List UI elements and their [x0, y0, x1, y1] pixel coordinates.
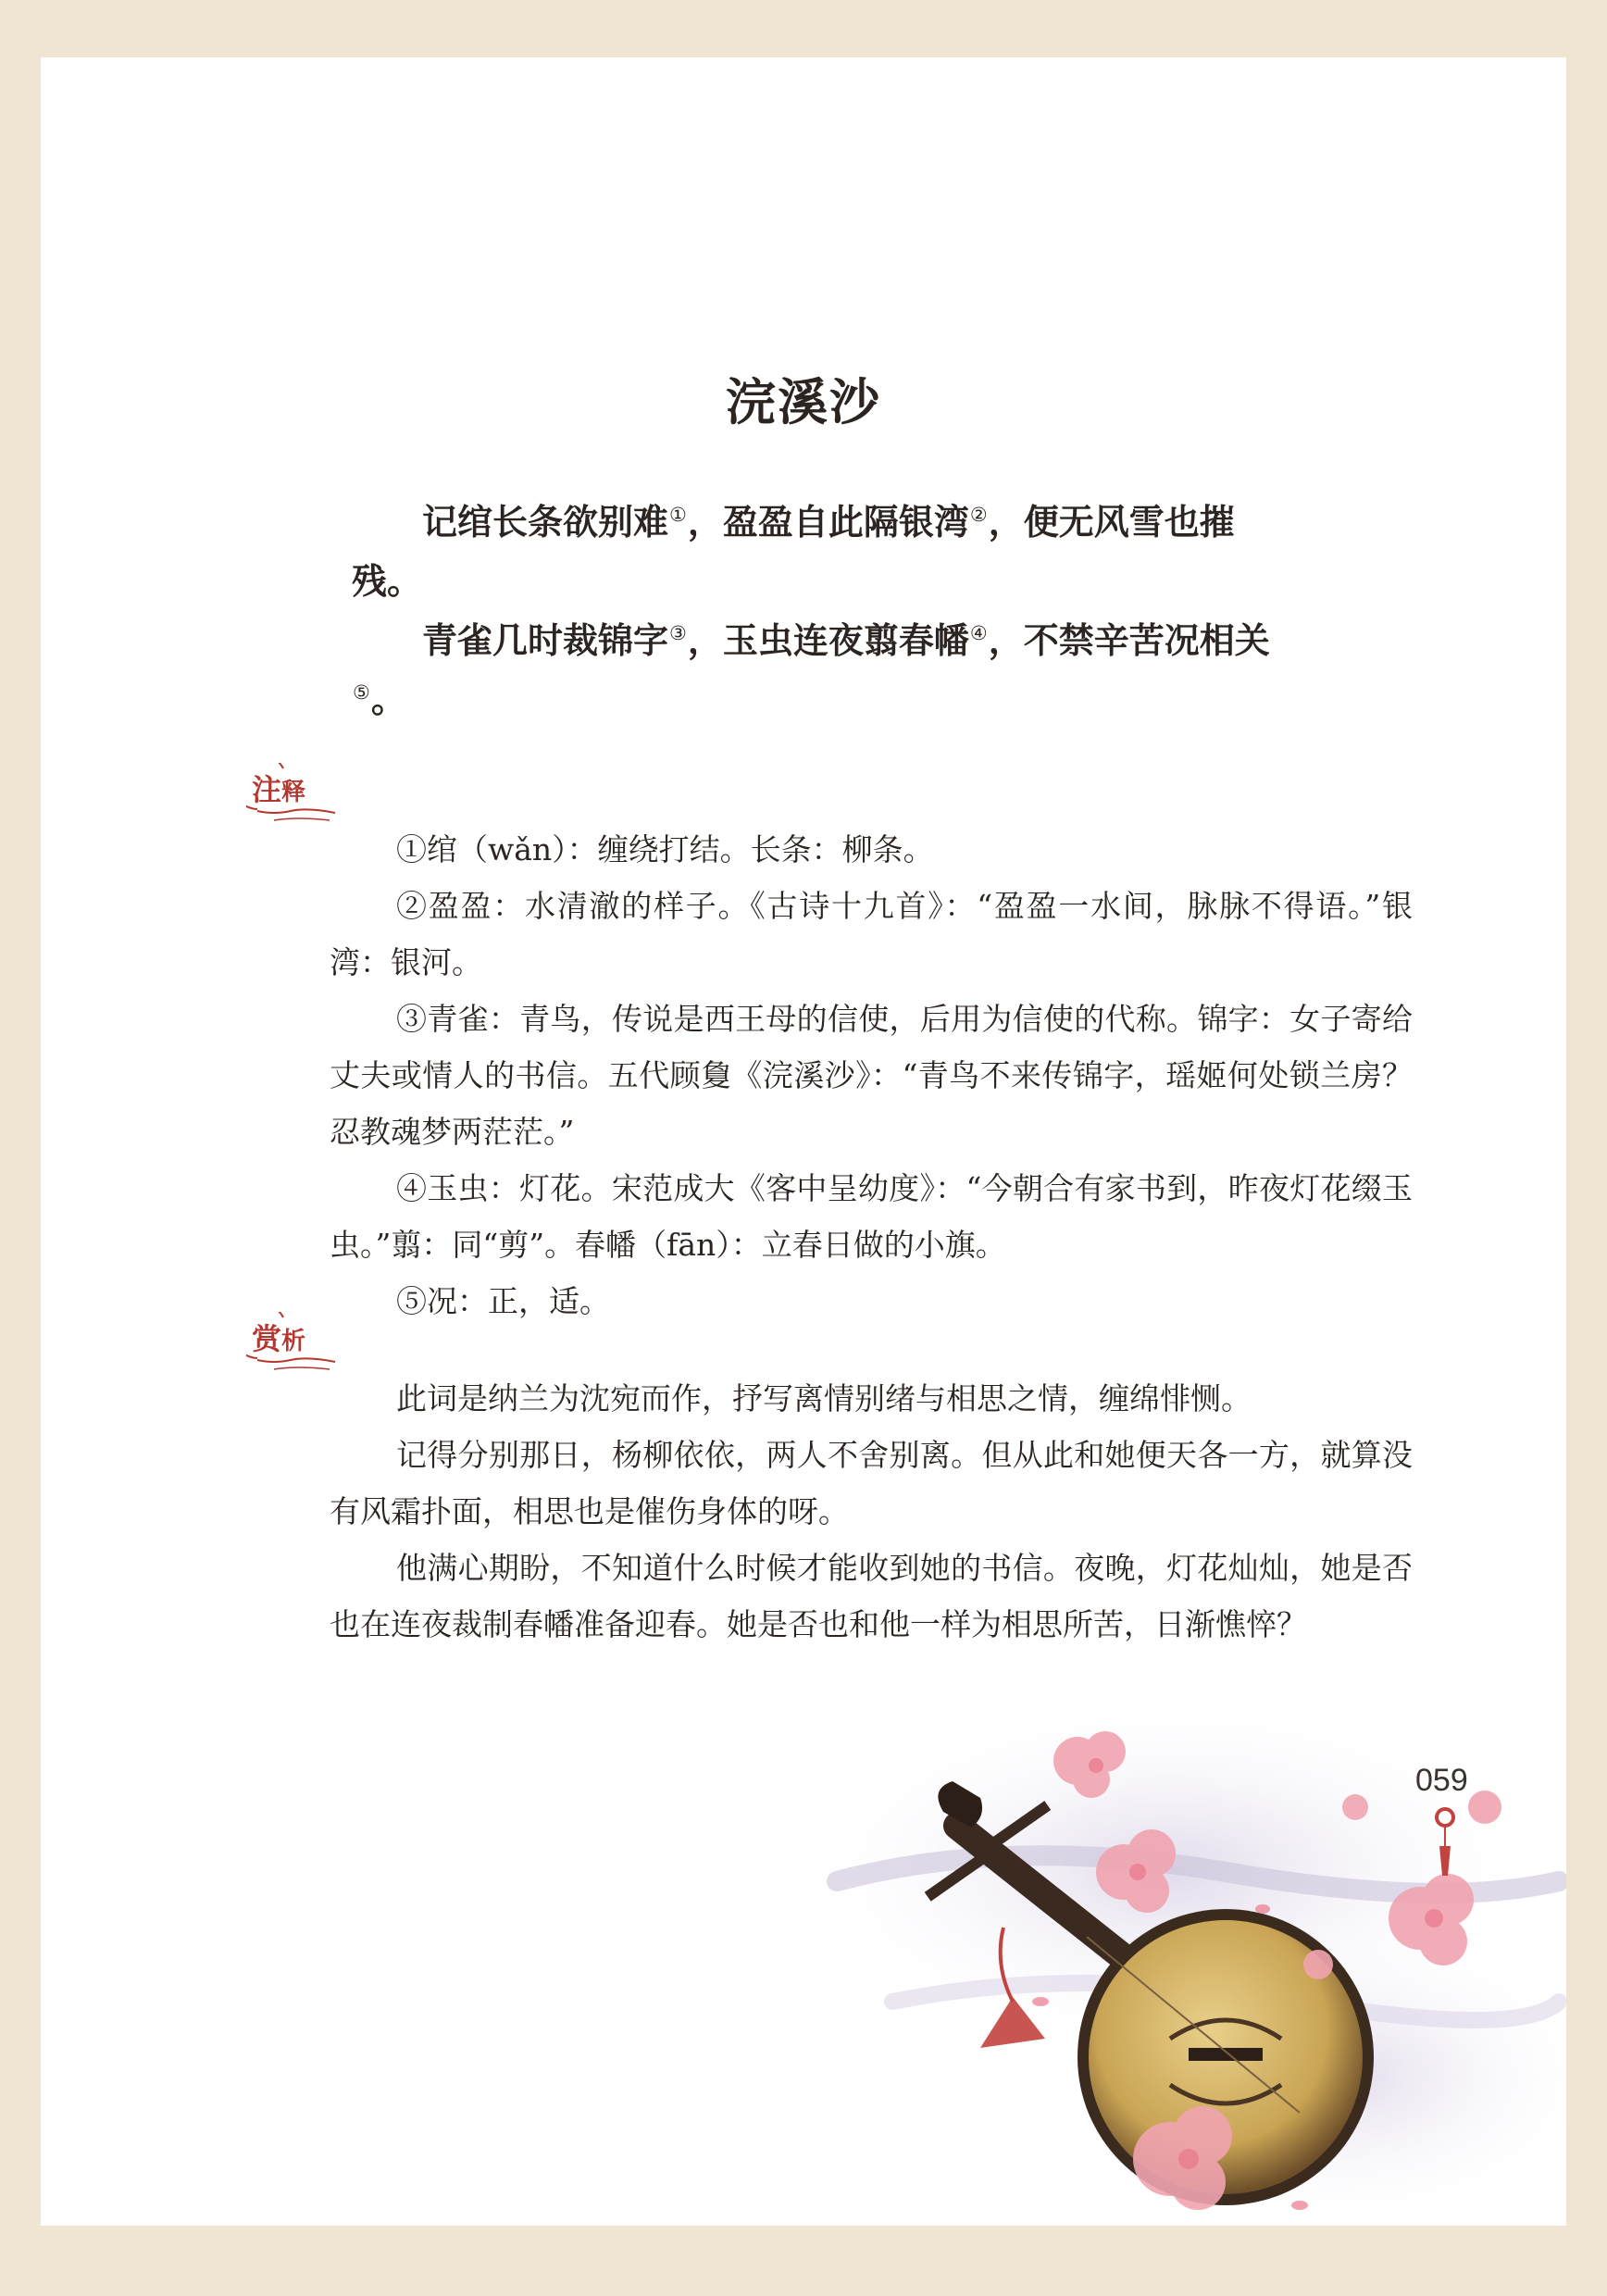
- badge-char: 赏: [252, 1321, 282, 1356]
- analysis-paragraph: 记得分别那日，杨柳依依，两人不舍别离。但从此和她便天各一方，就算没有风霜扑面，相思也是催伤身体的呀。: [330, 1437, 1413, 1529]
- poem-line-text: 。: [370, 680, 406, 720]
- notes-badge: [246, 763, 339, 828]
- note-item: ⑤况：正，适。: [396, 1283, 610, 1319]
- analysis-paragraph: 他满心期盼，不知道什么时候才能收到她的书信。夜晚，灯花灿灿，她是否也在连夜裁制春幡准备迎春。她是否也和他一样为相思所苦，日渐憔悴？: [330, 1550, 1413, 1642]
- notes-section: [330, 821, 1413, 1329]
- footnote-ref: ①: [669, 504, 687, 526]
- footnote-ref: ②: [969, 504, 988, 526]
- badge-char: 析: [281, 1328, 306, 1355]
- footnote-ref: ⑤: [353, 681, 370, 704]
- poem-body: [352, 493, 1277, 730]
- book-page: [41, 57, 1566, 2226]
- badge-char: 释: [281, 779, 306, 806]
- note-item: ②盈盈：水清澈的样子。《古诗十九首》：“盈盈一水间，脉脉不得语。”银湾：银河。: [330, 888, 1413, 980]
- poem-title: 浣溪沙: [726, 373, 881, 431]
- poem-line-text: 记绾长条欲别难: [422, 502, 669, 543]
- poem-line-text: 青雀几时裁锦字: [422, 620, 669, 661]
- note-item: ①绾（wǎn）：缠绕打结。长条：柳条。: [396, 831, 934, 867]
- footnote-ref: ③: [669, 622, 687, 644]
- note-item: ③青雀：青鸟，传说是西王母的信使，后用为信使的代称。锦字：女子寄给丈夫或情人的书信。五代顾敻《浣溪沙》：“青鸟不来传锦字，瑶姬何处锁兰房？忍教魂梦两茫茫。”: [330, 1001, 1413, 1150]
- poem-line-text: ，玉虫连夜翦春幡: [687, 620, 969, 661]
- footnote-ref: ④: [969, 622, 988, 644]
- page-number: 059: [1415, 1763, 1468, 1798]
- poem-stanza-1: [352, 493, 1277, 611]
- poem-stanza-2: [352, 611, 1277, 730]
- badge-char: 注: [252, 772, 282, 807]
- analysis-badge: [246, 1312, 339, 1377]
- analysis-paragraph: 此词是纳兰为沈宛而作，抒写离情别绪与相思之情，缠绵悱恻。: [396, 1380, 1252, 1416]
- poem-line-text: ，盈盈自此隔银湾: [687, 502, 969, 543]
- lantern-ornament-icon: [1431, 1803, 1459, 1887]
- poem-line-text: ，不禁辛苦况相关: [988, 620, 1270, 661]
- poem-line-text: ，便无风雪也摧残。: [352, 502, 1235, 602]
- note-item: ④玉虫：灯花。宋范成大《客中呈幼度》：“今朝合有家书到，昨夜灯花缀玉虫。”翦：同“剪”。春幡（fān）：立春日做的小旗。: [330, 1170, 1413, 1263]
